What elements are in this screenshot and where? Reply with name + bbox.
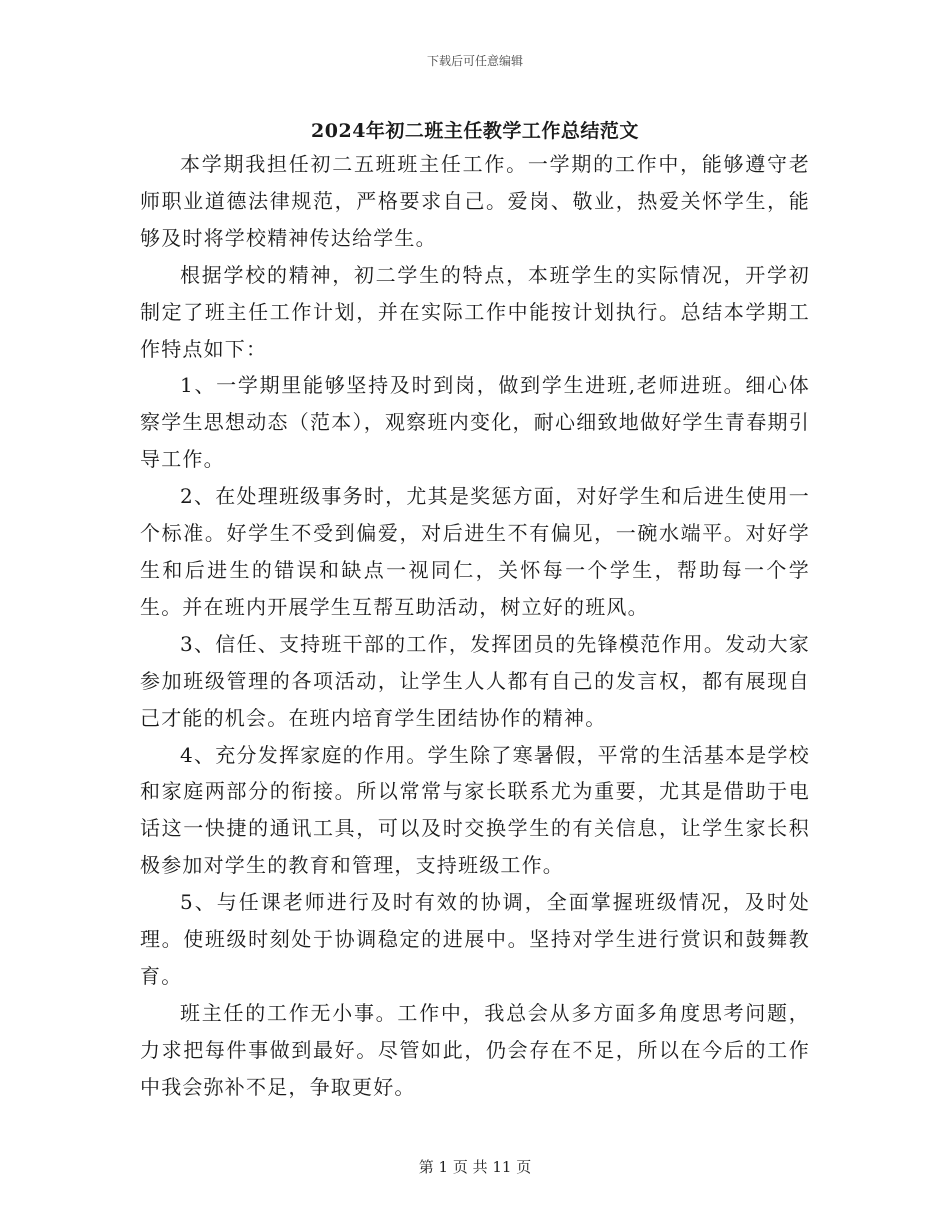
paragraph-plan: 根据学校的精神，初二学生的特点，本班学生的实际情况，开学初制定了班主任工作计划，并在实际工作中能按计划执行。总结本学期工作特点如下： <box>140 262 810 361</box>
paragraph-intro: 本学期我担任初二五班班主任工作。一学期的工作中，能够遵守老师职业道德法律规范，严格要求自己。爱岗、敬业，热爱关怀学生，能够及时将学校精神传达给学生。 <box>140 152 810 250</box>
page-number: 第 1 页 共 11 页 <box>418 1158 532 1176</box>
paragraph-item-3: 3、信任、支持班干部的工作，发挥团员的先锋模范作用。发动大家参加班级管理的各项活动，让学生人人都有自己的发言权，都有展现自己才能的机会。在班内培育学生团结协作的精神。 <box>140 631 810 730</box>
header-note: 下载后可任意编辑 <box>426 54 523 68</box>
paragraph-item-4: 4、充分发挥家庭的作用。学生除了寒暑假，平常的生活基本是学校和家庭两部分的衔接。所以常常与家长联系尤为重要，尤其是借助于电话这一快捷的通讯工具，可以及时交换学生的有关信息，让学生家长积极参加对学生的教育和管理，支持班级工作。 <box>140 742 810 878</box>
paragraph-item-2: 2、在处理班级事务时，尤其是奖惩方面，对好学生和后进生使用一个标准。好学生不受到偏爱，对后进生不有偏见，一碗水端平。对好学生和后进生的错误和缺点一视同仁，关怀每一个学生，帮助每一个学生。并在班内开展学生互帮互助活动，树立好的班风。 <box>140 484 810 619</box>
paragraph-conclusion: 班主任的工作无小事。工作中，我总会从多方面多角度思考问题，力求把每件事做到最好。尽管如此，仍会存在不足，所以在今后的工作中我会弥补不足，争取更好。 <box>140 1000 810 1099</box>
paragraph-item-5: 5、与任课老师进行及时有效的协调，全面掌握班级情况，及时处理。使班级时刻处于协调稳定的进展中。坚持对学生进行赏识和鼓舞教育。 <box>140 890 810 988</box>
paragraph-item-1: 1、一学期里能够坚持及时到岗，做到学生进班,老师进班。细心体察学生思想动态（范本），观察班内变化，耐心细致地做好学生青春期引导工作。 <box>140 373 810 472</box>
document-title: 2024年初二班主任教学工作总结范文 <box>311 120 639 142</box>
document-body <box>140 146 810 1106</box>
